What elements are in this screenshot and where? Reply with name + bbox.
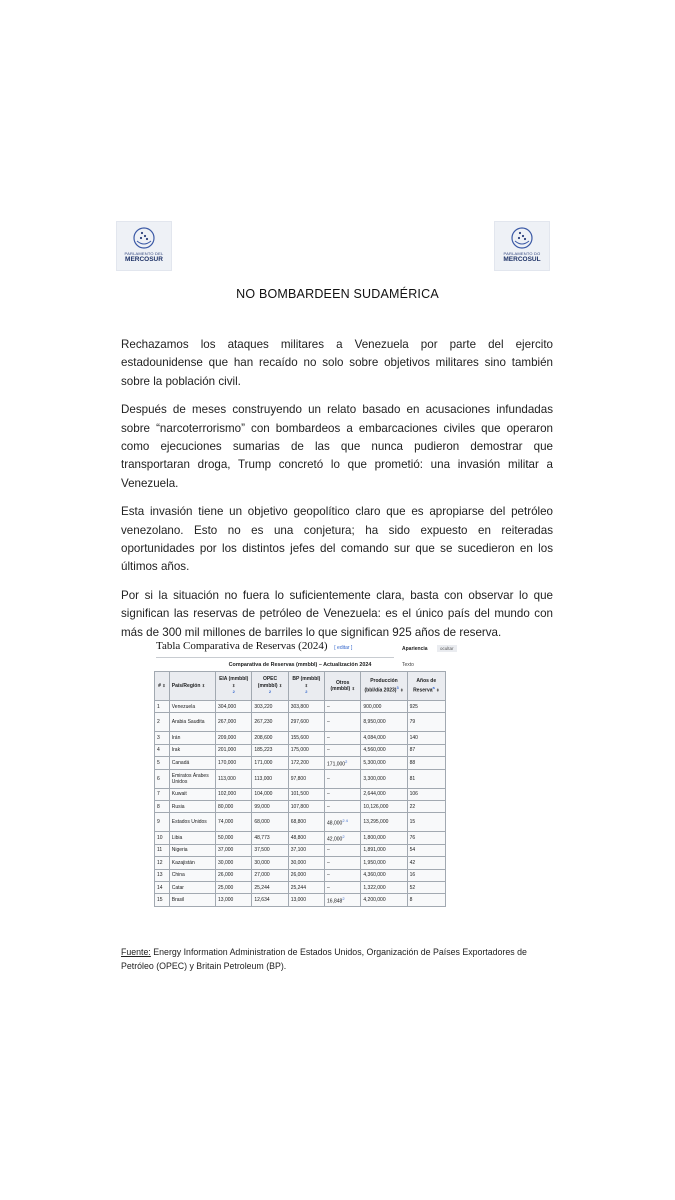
table-header-row <box>155 672 446 701</box>
table-cell: 13,000 <box>288 894 324 906</box>
table-cell: 171,000$^2$ <box>325 757 361 769</box>
table-cell: 50,000 <box>216 832 252 844</box>
table-row <box>155 788 446 800</box>
table-cell: 6 <box>155 769 170 788</box>
table-cell: 140 <box>407 732 445 744</box>
table-cell: 171,000 <box>252 757 288 769</box>
table-row <box>155 757 446 769</box>
parlasur-logo-left <box>116 221 172 271</box>
table-cell: 1,800,000 <box>361 832 407 844</box>
table-cell: 97,800 <box>288 769 324 788</box>
table-cell: 25,244 <box>252 881 288 893</box>
table-cell: 74,000 <box>216 813 252 832</box>
table-cell: – <box>325 713 361 732</box>
column-header[interactable]: EIA (mmbbl) ⬍ 2 <box>216 672 252 701</box>
table-cell: 1,891,000 <box>361 844 407 856</box>
table-cell: 175,000 <box>288 744 324 756</box>
column-header[interactable]: País/Región ⬍ <box>169 672 215 701</box>
column-header[interactable]: Producción (bbl/día 2023)$^3$ ⬍ <box>361 672 407 701</box>
table-cell: 30,000 <box>216 857 252 869</box>
table-cell: 8 <box>407 894 445 906</box>
table-cell: 48,800 <box>288 832 324 844</box>
table-cell: 48,000$^{2 4}$ <box>325 813 361 832</box>
table-cell: 13,295,000 <box>361 813 407 832</box>
table-cell: 10,126,000 <box>361 800 407 812</box>
paragraph: Después de meses construyendo un relato basado en acusaciones infundadas sobre “narcoterrorismo” con bombardeos a embarcaciones civiles que operaron como ejecuciones sumarias de las que nunca pudieron demostrar que transportaran droga, Trump concretó lo que prometió: una invasión militar a Venezuela. <box>121 403 553 490</box>
table-cell: 1,950,000 <box>361 857 407 869</box>
table-cell: 42 <box>407 857 445 869</box>
logo-line2: MERCOSUL <box>503 256 541 263</box>
table-cell: 900,000 <box>361 701 407 713</box>
table-cell: 15 <box>407 813 445 832</box>
table-cell: 2 <box>155 713 170 732</box>
table-cell: 172,200 <box>288 757 324 769</box>
paragraph: Por si la situación no fuera lo suficientemente clara, basta con observar lo que significan las reservas de petróleo de Venezuela: es el único país del mundo con más de 300 mil millones de barriles lo que significan 925 años de reserva. <box>121 588 553 639</box>
table-row <box>155 844 446 856</box>
table-cell: Arabia Saudita <box>169 713 215 732</box>
section-divider <box>156 657 394 658</box>
appearance-label: Apariencia <box>402 646 428 652</box>
table-row <box>155 894 446 906</box>
table-cell: 267,000 <box>216 713 252 732</box>
table-cell: 79 <box>407 713 445 732</box>
table-cell: 303,220 <box>252 701 288 713</box>
table-cell: 30,000 <box>288 857 324 869</box>
edit-link[interactable]: [ editar ] <box>334 645 353 651</box>
table-cell: – <box>325 732 361 744</box>
table-cell: 68,800 <box>288 813 324 832</box>
table-cell: – <box>325 800 361 812</box>
table-cell: 170,000 <box>216 757 252 769</box>
table-cell: 4 <box>155 744 170 756</box>
logo-line2: MERCOSUR <box>125 256 163 263</box>
column-header[interactable]: Años de Reserva$^a$ ⬍ <box>407 672 445 701</box>
table-cell: 80,000 <box>216 800 252 812</box>
table-cell: 27,000 <box>252 869 288 881</box>
table-cell: 13,000 <box>216 894 252 906</box>
table-cell: Kuwait <box>169 788 215 800</box>
table-cell: 99,000 <box>252 800 288 812</box>
table-cell: 1 <box>155 701 170 713</box>
table-cell: 5 <box>155 757 170 769</box>
wiki-section-title-text: Tabla Comparativa de Reservas (2024) <box>156 640 328 652</box>
reserves-table <box>154 660 446 907</box>
column-header[interactable]: # ⬍ <box>155 672 170 701</box>
table-cell: 68,000 <box>252 813 288 832</box>
table-cell: Libia <box>169 832 215 844</box>
table-cell: 4,560,000 <box>361 744 407 756</box>
table-row <box>155 881 446 893</box>
table-cell: – <box>325 857 361 869</box>
table-cell: Irán <box>169 732 215 744</box>
table-cell: 2,644,000 <box>361 788 407 800</box>
table-cell: Nigeria <box>169 844 215 856</box>
table-cell: 185,223 <box>252 744 288 756</box>
table-cell: Rusia <box>169 800 215 812</box>
table-cell: 4,200,000 <box>361 894 407 906</box>
parlasul-logo-right <box>494 221 550 271</box>
table-cell: 113,000 <box>216 769 252 788</box>
table-cell: 101,500 <box>288 788 324 800</box>
wiki-section-title <box>156 640 352 652</box>
table-caption: Comparativa de Reservas (mmbbl) – Actualización 2024 <box>228 662 372 668</box>
stars-emblem-icon <box>510 226 534 250</box>
table-cell: 26,000 <box>288 869 324 881</box>
hide-button[interactable]: ocultar <box>437 645 457 652</box>
table-cell: 209,000 <box>216 732 252 744</box>
paragraph: Esta invasión tiene un objetivo geopolítico claro que es apropiarse del petróleo venezolano. Esto no es una conjetura; ha sido expuesto en reiteradas oportunidades por los distintos jefes del comando sur que se sucedieron en los últimos años. <box>121 505 553 574</box>
table-row <box>155 713 446 732</box>
table-cell: 37,000 <box>216 844 252 856</box>
table-cell: 102,000 <box>216 788 252 800</box>
table-cell: 297,600 <box>288 713 324 732</box>
table-cell: 22 <box>407 800 445 812</box>
document-title: NO BOMBARDEEN SUDAMÉRICA <box>236 287 439 301</box>
table-cell: 304,000 <box>216 701 252 713</box>
table-cell: Irak <box>169 744 215 756</box>
source-note <box>121 946 561 973</box>
table-row <box>155 701 446 713</box>
table-cell: 88 <box>407 757 445 769</box>
table-cell: 925 <box>407 701 445 713</box>
table-cell: 267,230 <box>252 713 288 732</box>
paragraph: Rechazamos los ataques militares a Venezuela por parte del ejercito estadounidense que han recaído no solo sobre objetivos militares sino también sobre la población civil. <box>121 338 553 388</box>
table-cell: 87 <box>407 744 445 756</box>
source-label: Fuente: <box>121 947 151 957</box>
table-row <box>155 869 446 881</box>
stars-emblem-icon <box>132 226 156 250</box>
table-cell: 107,800 <box>288 800 324 812</box>
table-row <box>155 744 446 756</box>
table-row <box>155 800 446 812</box>
logo-line1: PARLAMENTO DEL <box>124 251 164 256</box>
table-cell: Venezuela <box>169 701 215 713</box>
table-cell: China <box>169 869 215 881</box>
table-cell: 7 <box>155 788 170 800</box>
table-cell: 16,848$^2$ <box>325 894 361 906</box>
table-cell: 14 <box>155 881 170 893</box>
table-cell: 42,000$^2$ <box>325 832 361 844</box>
table-cell: 4,360,000 <box>361 869 407 881</box>
table-cell: 16 <box>407 869 445 881</box>
table-cell: 8,950,000 <box>361 713 407 732</box>
table-cell: Catar <box>169 881 215 893</box>
table-cell: 37,100 <box>288 844 324 856</box>
table-cell: 208,600 <box>252 732 288 744</box>
logo-line1: PARLAMENTO DO <box>503 251 541 256</box>
table-cell: Estados Unidos <box>169 813 215 832</box>
table-cell: 30,000 <box>252 857 288 869</box>
table-cell: 11 <box>155 844 170 856</box>
table-cell: 1,322,000 <box>361 881 407 893</box>
table-row <box>155 813 446 832</box>
table-cell: 3,300,000 <box>361 769 407 788</box>
table-cell: – <box>325 869 361 881</box>
table-cell: 3 <box>155 732 170 744</box>
table-cell: 15 <box>155 894 170 906</box>
table-cell: 9 <box>155 813 170 832</box>
table-cell: – <box>325 881 361 893</box>
table-cell: 37,500 <box>252 844 288 856</box>
reserves-table-screenshot <box>154 636 460 922</box>
table-cell: 201,000 <box>216 744 252 756</box>
table-cell: 26,000 <box>216 869 252 881</box>
table-cell: – <box>325 769 361 788</box>
table-cell: 8 <box>155 800 170 812</box>
table-row <box>155 769 446 788</box>
table-row <box>155 732 446 744</box>
table-cell: 5,300,000 <box>361 757 407 769</box>
table-cell: 10 <box>155 832 170 844</box>
table-cell: 303,800 <box>288 701 324 713</box>
table-cell: 81 <box>407 769 445 788</box>
source-text: Energy Information Administration de Estados Unidos, Organización de Países Exportadores de Petróleo (OPEC) y Britain Petroleum (BP). <box>121 947 527 971</box>
table-cell: 12,634 <box>252 894 288 906</box>
table-cell: 113,000 <box>252 769 288 788</box>
table-row <box>155 832 446 844</box>
table-cell: Emiratos Árabes Unidos <box>169 769 215 788</box>
column-header[interactable]: Otros (mmbbl) ⬍ <box>325 672 361 701</box>
table-cell: 104,000 <box>252 788 288 800</box>
table-cell: 155,600 <box>288 732 324 744</box>
table-cell: 25,244 <box>288 881 324 893</box>
table-cell: 48,773 <box>252 832 288 844</box>
table-cell: 106 <box>407 788 445 800</box>
table-cell: 12 <box>155 857 170 869</box>
table-cell: Canadá <box>169 757 215 769</box>
table-cell: 25,000 <box>216 881 252 893</box>
table-cell: 13 <box>155 869 170 881</box>
table-cell: 76 <box>407 832 445 844</box>
table-cell: Brasil <box>169 894 215 906</box>
table-cell: – <box>325 701 361 713</box>
table-cell: 52 <box>407 881 445 893</box>
column-header[interactable]: BP (mmbbl) ⬍ 2 <box>288 672 324 701</box>
table-cell: Kazajistán <box>169 857 215 869</box>
table-cell: – <box>325 844 361 856</box>
table-row <box>155 857 446 869</box>
document-body <box>121 336 553 652</box>
table-cell: 54 <box>407 844 445 856</box>
column-header[interactable]: OPEC (mmbbl) ⬍ 2 <box>252 672 288 701</box>
table-cell: – <box>325 744 361 756</box>
table-cell: 4,084,000 <box>361 732 407 744</box>
table-cell: – <box>325 788 361 800</box>
